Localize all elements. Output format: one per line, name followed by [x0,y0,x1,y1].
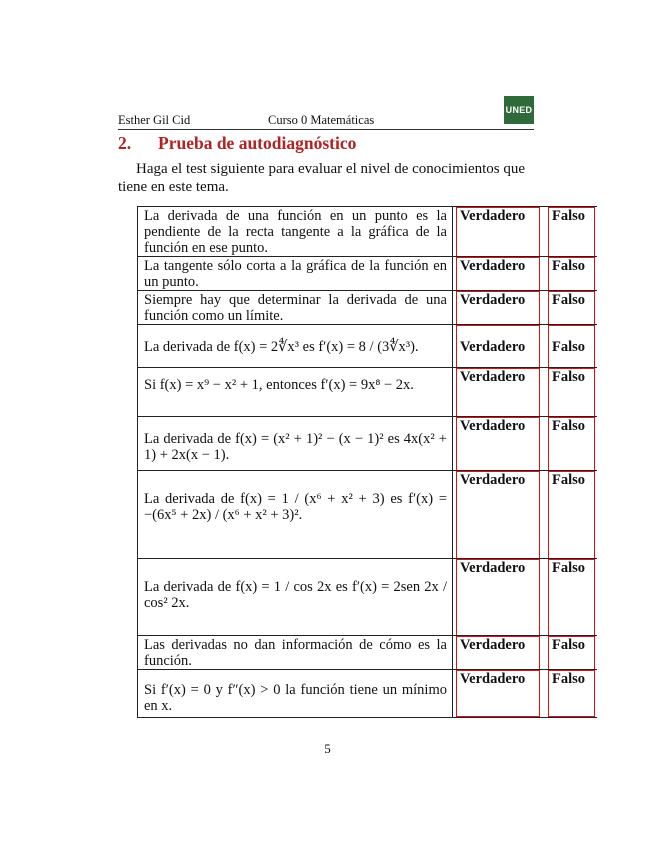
true-option[interactable] [456,471,540,559]
table-row [137,324,597,368]
true-label: Verdadero [460,637,526,653]
question-text: Las derivadas no dan información de cómo es la función. [137,636,453,670]
table-row [137,635,597,670]
header-course: Curso 0 Matemáticas [268,113,375,127]
header-author: Esther Gil Cid [118,113,191,127]
true-label: Verdadero [460,369,526,385]
intro-paragraph: Haga el test siguiente para evaluar el nivel de conocimientos que tiene en este tema. [118,161,526,195]
false-option[interactable] [548,291,595,325]
false-option[interactable] [548,207,595,257]
true-label: Verdadero [460,258,526,274]
true-label: Verdadero [460,292,526,308]
true-label: Verdadero [460,339,526,355]
question-text: Si f′(x) = 0 y f″(x) > 0 la función tiene un mínimo en x. [137,670,453,717]
question-text-inner: La derivada de f(x) = 2∜x³ es f′(x) = 8 / (3∜x³). [144,339,419,355]
false-option[interactable] [548,368,595,417]
question-text: La derivada de una función en un punto es la pendiente de la recta tangente a la gráfica de la función en ese punto. [137,207,453,257]
false-label: Falso [552,208,586,224]
table-row [137,669,597,718]
false-option[interactable] [548,471,595,559]
true-option[interactable] [456,207,540,257]
table-row [137,256,597,291]
true-option[interactable] [456,257,540,291]
false-option[interactable] [548,325,595,368]
table-row [137,470,597,559]
true-label: Verdadero [460,418,526,434]
question-text: La tangente sólo corta a la gráfica de la función en un punto. [137,257,453,291]
false-option[interactable] [548,636,595,670]
question-text: La derivada de f(x) = 1 / (x⁶ + x² + 3) es f′(x) = −(6x⁵ + 2x) / (x⁶ + x² + 3)². [137,471,453,559]
uned-logo: UNED [504,96,534,124]
false-option[interactable] [548,417,595,471]
false-label: Falso [552,472,586,488]
false-label: Falso [552,671,586,687]
table-row [137,558,597,636]
question-text [137,325,453,368]
false-label: Falso [552,258,586,274]
true-label: Verdadero [460,671,526,687]
false-option[interactable] [548,257,595,291]
false-label: Falso [552,560,586,576]
false-option[interactable] [548,670,595,717]
true-option[interactable] [456,325,540,368]
false-label: Falso [552,292,586,308]
section-heading [118,133,356,154]
running-header [118,113,534,129]
true-label: Verdadero [460,560,526,576]
page-number: 5 [324,741,331,756]
question-text: La derivada de f(x) = (x² + 1)² − (x − 1)² es 4x(x² + 1) + 2x(x − 1). [137,417,453,471]
true-option[interactable] [456,417,540,471]
table-row [137,416,597,471]
true-option[interactable] [456,670,540,717]
question-text: Siempre hay que determinar la derivada de una función como un límite. [137,291,453,325]
question-text: La derivada de f(x) = 1 / cos 2x es f′(x) = 2sen 2x / cos² 2x. [137,559,453,636]
false-label: Falso [552,637,586,653]
question-text: Si f(x) = x⁹ − x² + 1, entonces f′(x) = 9x⁸ − 2x. [137,368,453,417]
true-option[interactable] [456,636,540,670]
false-label: Falso [552,418,586,434]
false-label: Falso [552,369,586,385]
true-option[interactable] [456,559,540,636]
false-option[interactable] [548,559,595,636]
true-label: Verdadero [460,472,526,488]
table-row [137,290,597,325]
table-row [137,206,597,257]
table-row [137,367,597,417]
header-rule [118,129,534,130]
false-label: Falso [552,339,586,355]
true-label: Verdadero [460,208,526,224]
section-number: 2. [118,133,132,153]
true-option[interactable] [456,291,540,325]
section-title: Prueba de autodiagnóstico [158,133,357,153]
true-option[interactable] [456,368,540,417]
